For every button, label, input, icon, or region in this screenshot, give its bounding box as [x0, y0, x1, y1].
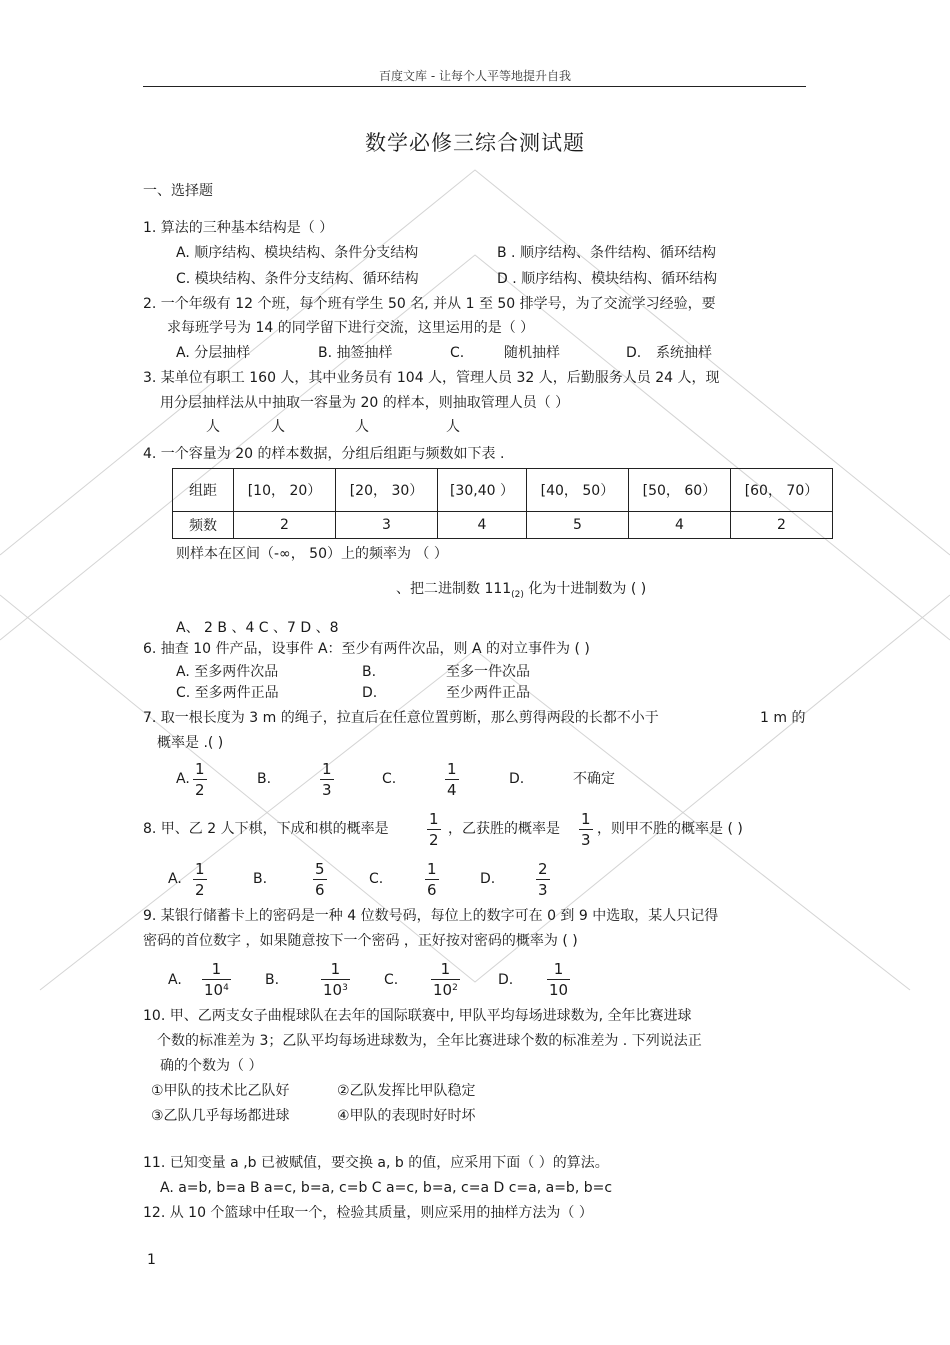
fraction-bar — [536, 879, 550, 880]
q11-options: A. a=b, b=a B a=c, b=a, c=b C a=c, b=a, c=a D c=a, a=b, b=c — [160, 1180, 613, 1196]
q3-line2: 用分层抽样法从中抽取一容量为 20 的样本，则抽取管理人员（ ） — [160, 395, 570, 411]
table-cell: 4 — [628, 512, 730, 539]
q1-stem: 1. 算法的三种基本结构是（ ） — [143, 220, 334, 236]
fraction-bar — [427, 829, 441, 830]
denominator — [202, 981, 231, 999]
numerator: 1 — [427, 860, 437, 878]
numerator: 1 — [195, 760, 205, 778]
q7-line1: 7. 取一根长度为 3 m 的绳子，拉直后在任意位置剪断，那么剪得两段的长都不小于 — [143, 710, 659, 726]
numerator: 2 — [538, 860, 548, 878]
q2-option-b: B. 抽签抽样 — [318, 345, 393, 361]
numerator: 1 — [195, 860, 205, 878]
q8-fraction-a — [193, 860, 207, 899]
table-cell: 5 — [526, 512, 628, 539]
q1-option-c: C. 模块结构、条件分支结构、循环结构 — [176, 271, 419, 287]
numerator: 1 — [447, 760, 457, 778]
q6-option-d: D. — [362, 685, 378, 701]
q7-option-d-text: 不确定 — [573, 771, 615, 787]
table-cell: [10， 20） — [234, 469, 336, 512]
q5-options: A、 2 B 、4 C 、7 D 、8 — [176, 620, 339, 636]
q9-line1: 9. 某银行储蓄卡上的密码是一种 4 位数号码，每位上的数字可在 0 到 9 中选取，某人只记得 — [143, 908, 719, 924]
numerator: 1 — [322, 760, 332, 778]
denominator — [431, 981, 460, 999]
table-cell: [30,40 ） — [438, 469, 527, 512]
q8-label-a: A. — [168, 871, 182, 887]
q9-label-b: B. — [265, 972, 280, 988]
q8-label-c: C. — [369, 871, 384, 887]
q3-line1: 3. 某单位有职工 160 人，其中业务员有 104 人，管理人员 32 人，后勤服务人员 24 人，现 — [143, 370, 720, 386]
q6-option-d-text: 至少两件正品 — [446, 685, 530, 701]
denominator-base: 10 — [323, 981, 343, 999]
q6-stem: 6. 抽查 10 件产品，设事件 A：至少有两件次品，则 A 的对立事件为 ( ) — [143, 641, 590, 657]
q11-stem: 11. 已知变量 a ,b 已被赋值，要交换 a, b 的值，应采用下面（ ）的算法。 — [143, 1155, 609, 1171]
q8-stem-b: ，乙获胜的概率是 — [448, 821, 560, 837]
header-rule — [143, 86, 806, 87]
exponent: 2 — [452, 983, 458, 993]
q9-fraction-c — [431, 960, 460, 999]
numerator: 1 — [581, 810, 591, 828]
table-cell: 3 — [336, 512, 438, 539]
q9-fraction-b — [321, 960, 350, 999]
q3-option-b: 人 — [271, 419, 285, 435]
table-row — [173, 512, 833, 539]
table-cell: [40， 50） — [526, 469, 628, 512]
denominator: 3 — [322, 781, 332, 799]
q6-option-b: B. — [362, 664, 377, 680]
q8-stem-c: ，则甲不胜的概率是 ( ) — [597, 821, 743, 837]
q3-option-a: 人 — [206, 419, 220, 435]
q6-option-a: A. 至多两件次品 — [176, 664, 279, 680]
page-number: 1 — [147, 1252, 156, 1268]
section-heading: 一、选择题 — [143, 183, 213, 199]
q7-line2: 概率是 .( ) — [157, 735, 224, 751]
fraction-bar — [193, 879, 207, 880]
q7-label-a: A. — [176, 771, 190, 787]
q8-stem-a: 8. 甲、乙 2 人下棋，下成和棋的概率是 — [143, 821, 389, 837]
q7-label-c: C. — [382, 771, 397, 787]
q12-stem: 12. 从 10 个篮球中任取一个，检验其质量，则应采用的抽样方法为（ ） — [143, 1205, 593, 1221]
q7-fraction-b — [320, 760, 334, 799]
table-row — [173, 469, 833, 512]
denominator-base: 10 — [204, 981, 224, 999]
fraction-bar — [547, 979, 570, 980]
table-cell: 2 — [730, 512, 832, 539]
fraction-bar — [445, 779, 459, 780]
q1-option-b: B . 顺序结构、条件结构、循环结构 — [497, 245, 716, 261]
numerator: 1 — [440, 960, 451, 978]
q7-fraction-c — [445, 760, 459, 799]
fraction-bar — [579, 829, 593, 830]
table-cell: 4 — [438, 512, 527, 539]
q1-option-a: A. 顺序结构、模块结构、条件分支结构 — [176, 245, 419, 261]
denominator: 3 — [538, 881, 548, 899]
q9-fraction-a — [202, 960, 231, 999]
q9-label-a: A. — [168, 972, 182, 988]
denominator: 3 — [581, 831, 591, 849]
q10-line1: 10. 甲、乙两支女子曲棍球队在去年的国际联赛中, 甲队平均每场进球数为, 全年比赛进球 — [143, 1008, 692, 1024]
denominator — [547, 981, 570, 999]
q6-option-c: C. 至多两件正品 — [176, 685, 279, 701]
denominator: 2 — [195, 781, 205, 799]
page-title: 数学必修三综合测试题 — [365, 131, 585, 155]
numerator: 1 — [211, 960, 222, 978]
q8-fraction-c — [425, 860, 439, 899]
q10-statement-2: ②乙队发挥比甲队稳定 — [337, 1083, 476, 1099]
q9-line2: 密码的首位数字 ，如果随意按下一个密码 ，正好按对密码的概率为 ( ) — [143, 933, 578, 949]
page-header: 百度文库 - 让每个人平等地提升自我 — [379, 69, 571, 83]
q8-label-d: D. — [480, 871, 496, 887]
fraction-bar — [313, 879, 327, 880]
table-cell: 组距 — [173, 469, 234, 512]
q5-stem-pre: 、把二进制数 111 — [396, 581, 512, 597]
q2-option-c-text: 随机抽样 — [504, 345, 560, 361]
q10-statement-4: ④甲队的表现时好时坏 — [337, 1108, 476, 1124]
numerator: 5 — [315, 860, 325, 878]
q2-line1: 2. 一个年级有 12 个班，每个班有学生 50 名, 并从 1 至 50 排学号，为了交流学习经验，要 — [143, 296, 716, 312]
q4-followup: 则样本在区间（-∞， 50）上的频率为 （ ） — [176, 546, 448, 562]
q2-option-a: A. 分层抽样 — [176, 345, 251, 361]
numerator: 1 — [553, 960, 564, 978]
denominator: 2 — [429, 831, 439, 849]
exponent: 4 — [223, 983, 229, 993]
denominator-base: 10 — [433, 981, 453, 999]
q4-stem: 4. 一个容量为 20 的样本数据，分组后组距与频数如下表 . — [143, 446, 505, 462]
q2-option-c: C. — [450, 345, 465, 361]
q10-statement-3: ③乙队几乎每场都进球 — [151, 1108, 290, 1124]
frequency-table — [172, 468, 833, 539]
q7-label-d: D. — [509, 771, 525, 787]
q5-stem-post: 化为十进制数为 ( ) — [523, 581, 647, 597]
fraction-bar — [425, 879, 439, 880]
q7-line1-end: 1 m 的 — [760, 710, 806, 726]
q5-base: (2) — [511, 589, 524, 600]
q2-option-d-text: 系统抽样 — [656, 345, 712, 361]
numerator: 1 — [429, 810, 439, 828]
q3-option-d: 人 — [446, 419, 460, 435]
denominator: 2 — [195, 881, 205, 899]
denominator-base: 10 — [549, 981, 569, 999]
q7-fraction-a — [193, 760, 207, 799]
table-cell: 2 — [234, 512, 336, 539]
q10-statement-1: ①甲队的技术比乙队好 — [151, 1083, 290, 1099]
denominator: 6 — [315, 881, 325, 899]
fraction-bar — [321, 979, 350, 980]
fraction-bar — [320, 779, 334, 780]
denominator — [321, 981, 350, 999]
table-cell: [60， 70） — [730, 469, 832, 512]
q7-label-b: B. — [257, 771, 272, 787]
q3-option-c: 人 — [355, 419, 369, 435]
q1-option-d: D . 顺序结构、模块结构、循环结构 — [497, 271, 718, 287]
q8-stem-fraction-2 — [579, 810, 593, 849]
exponent: 3 — [342, 983, 348, 993]
q9-fraction-d — [547, 960, 570, 999]
q2-line2: 求每班学号为 14 的同学留下进行交流，这里运用的是（ ） — [167, 320, 535, 336]
q2-option-d: D. — [626, 345, 642, 361]
q5-stem — [396, 580, 646, 604]
q9-label-d: D. — [498, 972, 514, 988]
fraction-bar — [193, 779, 207, 780]
q9-label-c: C. — [384, 972, 399, 988]
q10-line3: 确的个数为（ ） — [160, 1058, 263, 1074]
table-cell: 频数 — [173, 512, 234, 539]
denominator: 4 — [447, 781, 457, 799]
table-cell: [20， 30） — [336, 469, 438, 512]
q8-fraction-d — [536, 860, 550, 899]
table-cell: [50， 60） — [628, 469, 730, 512]
numerator: 1 — [330, 960, 341, 978]
q10-line2: 个数的标准差为 3；乙队平均每场进球数为，全年比赛进球个数的标准差为 . 下列说法正 — [157, 1033, 702, 1049]
fraction-bar — [202, 979, 231, 980]
denominator: 6 — [427, 881, 437, 899]
q6-option-b-text: 至多一件次品 — [446, 664, 530, 680]
fraction-bar — [431, 979, 460, 980]
q8-stem-fraction-1 — [427, 810, 441, 849]
q8-fraction-b — [313, 860, 327, 899]
q8-label-b: B. — [253, 871, 268, 887]
